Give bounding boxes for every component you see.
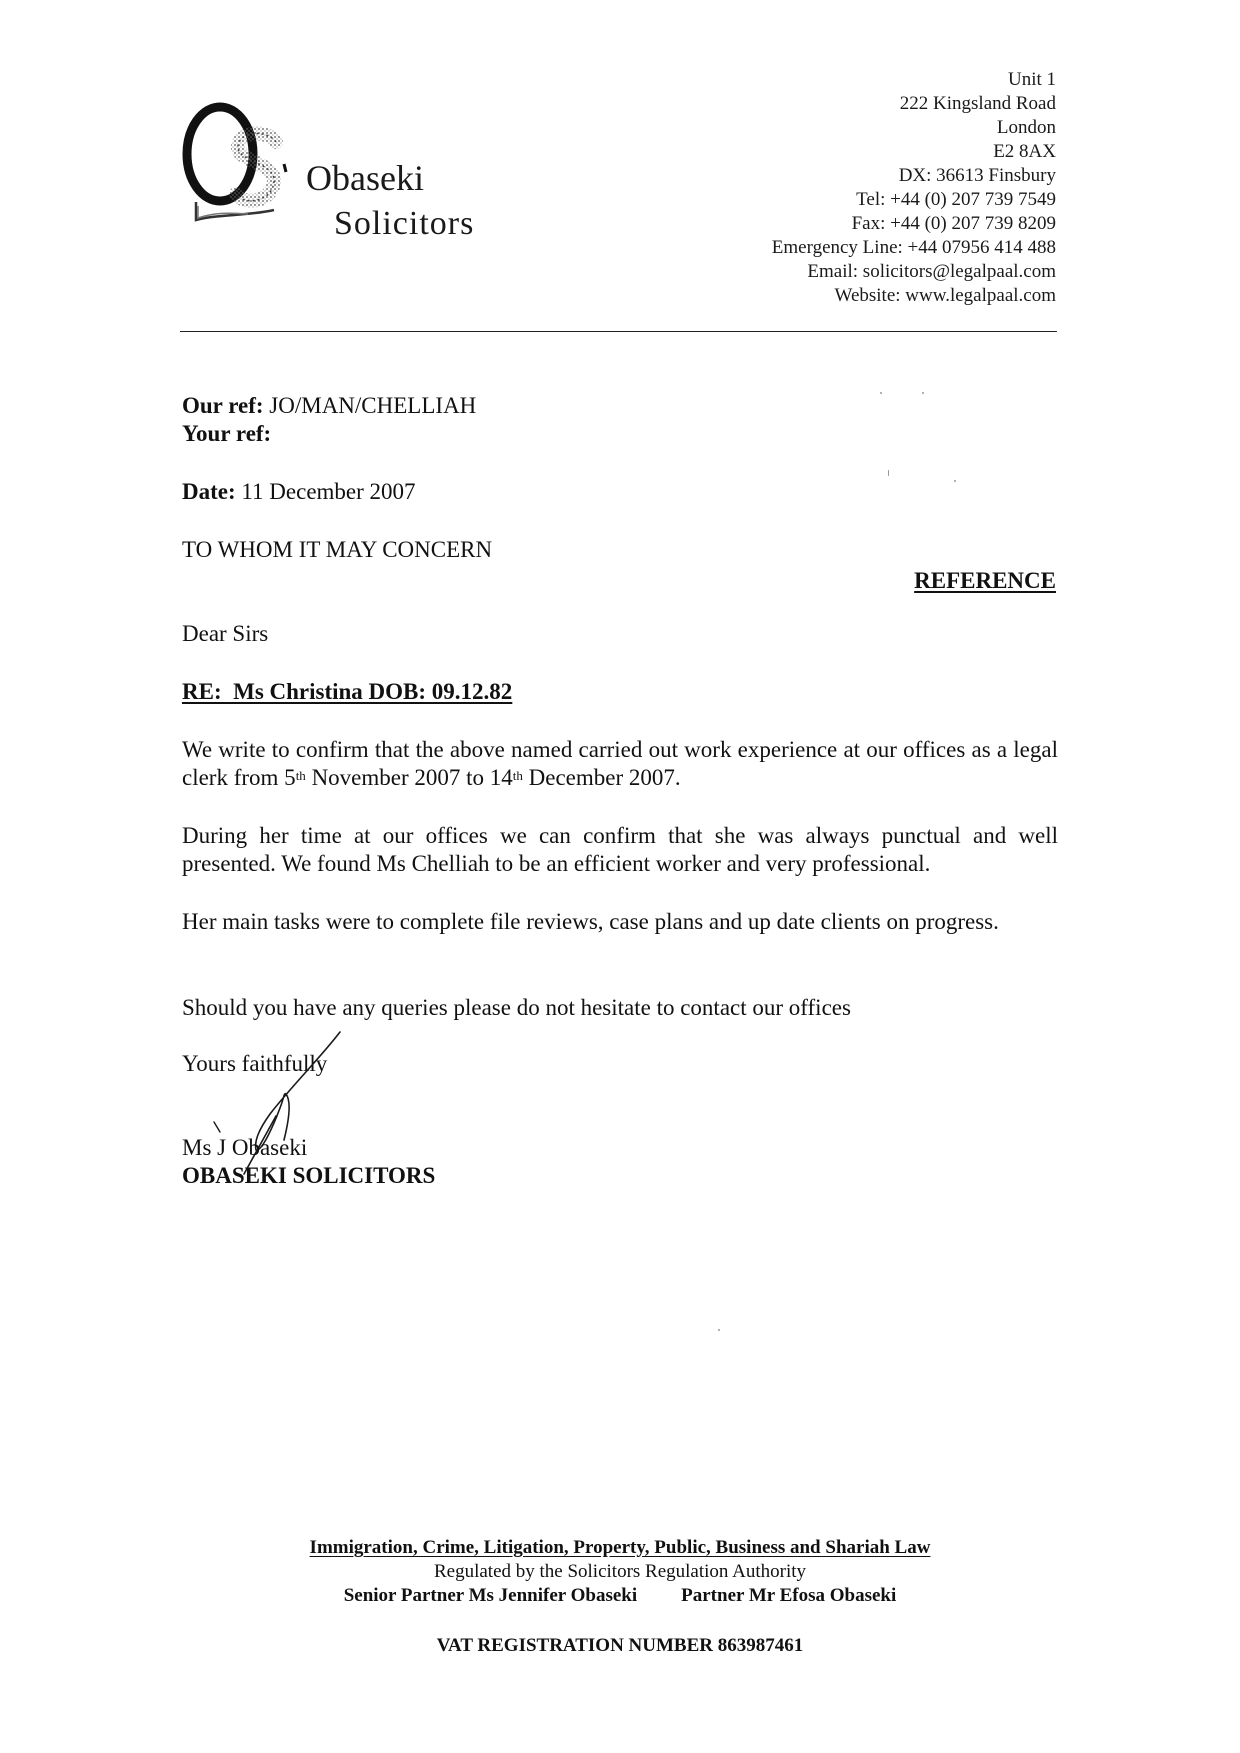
- footer-partner: Partner Mr Efosa Obaseki: [681, 1585, 897, 1606]
- signatory-name: Ms J Obaseki: [182, 1135, 308, 1160]
- our-ref: [182, 392, 476, 420]
- para1-text-c: December 2007.: [522, 765, 681, 790]
- address-website: Website: www.legalpaal.com: [834, 285, 1056, 306]
- your-ref-label: Your ref:: [182, 421, 272, 446]
- firm-name-line1: Obaseki: [306, 158, 424, 198]
- para1-ordinal-2: th: [512, 768, 523, 783]
- addressee: TO WHOM IT MAY CONCERN: [182, 537, 493, 562]
- address-dx: DX: 36613 Finsbury: [898, 165, 1056, 186]
- footer-regulated: Regulated by the Solicitors Regulation Authority: [433, 1561, 807, 1582]
- scan-speck: [880, 392, 882, 394]
- closing: Yours faithfully: [182, 1051, 328, 1076]
- paragraph-work-experience: [182, 736, 1058, 792]
- scan-speck: [954, 480, 956, 482]
- address-city: London: [996, 117, 1056, 138]
- firm-address-block: [772, 68, 1056, 308]
- paragraph-tasks: Her main tasks were to complete file reviews, case plans and up date clients on progress.: [182, 909, 999, 934]
- address-unit: Unit 1: [1007, 69, 1056, 90]
- firm-logo: [178, 92, 308, 242]
- para1-text-a: We write to confirm that the above named carried out work experience at our offices as a legal clerk from 5: [182, 737, 1058, 790]
- footer-partners: [0, 1584, 1240, 1608]
- scan-speck: [888, 470, 889, 476]
- date-label: Date:: [182, 479, 236, 504]
- scan-speck: [718, 1329, 720, 1331]
- firm-name-line2: Solicitors: [334, 205, 475, 242]
- signatory-firm: OBASEKI SOLICITORS: [182, 1163, 436, 1188]
- date-value: 11 December 2007: [241, 479, 416, 504]
- our-ref-value: JO/MAN/CHELLIAH: [269, 393, 477, 418]
- footer-practice-areas: Immigration, Crime, Litigation, Property, Public, Business and Shariah Law: [309, 1537, 931, 1558]
- footer-vat: VAT REGISTRATION NUMBER 863987461: [436, 1635, 804, 1656]
- address-fax: Fax: +44 (0) 207 739 8209: [851, 213, 1056, 234]
- subject-line: RE: Ms Christina DOB: 09.12.82: [182, 679, 513, 704]
- salutation: Dear Sirs: [182, 621, 269, 646]
- paragraph-queries: Should you have any queries please do not hesitate to contact our offices: [182, 995, 851, 1020]
- our-ref-label: Our ref:: [182, 393, 264, 418]
- reference-title: REFERENCE: [914, 568, 1056, 593]
- header-divider: [180, 331, 1057, 332]
- address-email: Email: solicitors@legalpaal.com: [807, 261, 1056, 282]
- os-monogram-logo: [178, 92, 308, 242]
- address-street: 222 Kingsland Road: [899, 93, 1056, 114]
- address-postcode: E2 8AX: [993, 141, 1056, 162]
- para1-ordinal-1: th: [295, 768, 306, 783]
- scan-speck: [922, 392, 924, 394]
- para1-text-b: November 2007 to 14: [305, 765, 513, 790]
- address-emergency-line: Emergency Line: +44 07956 414 488: [771, 237, 1056, 258]
- address-tel: Tel: +44 (0) 207 739 7549: [856, 189, 1056, 210]
- footer-senior-partner: Senior Partner Ms Jennifer Obaseki: [343, 1585, 638, 1606]
- letter-date: [182, 478, 416, 506]
- paragraph-conduct: During her time at our offices we can confirm that she was always punctual and well presented. We found Ms Chelliah to be an efficient worker and very professional.: [182, 823, 1058, 876]
